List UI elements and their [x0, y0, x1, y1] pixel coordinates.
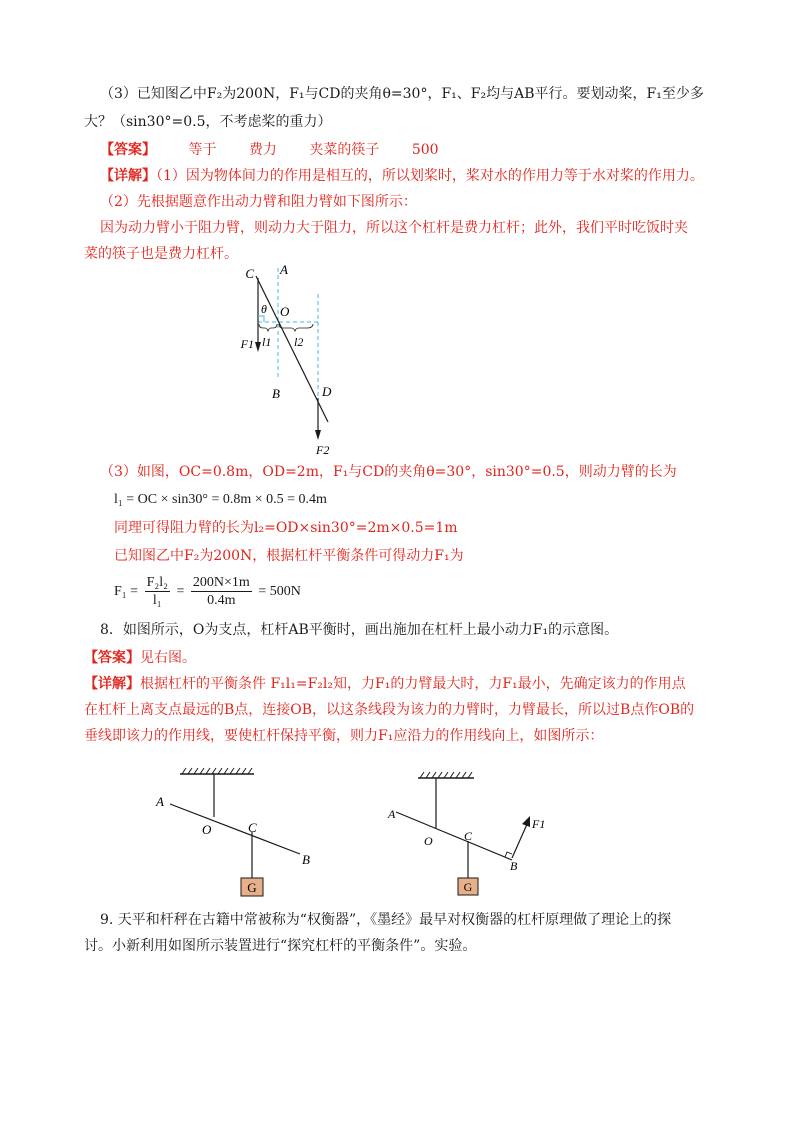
lever-figure-left: [150, 760, 330, 900]
q7-calc-f1: [114, 574, 301, 610]
answer-tag: 【答案】: [100, 142, 156, 158]
ceiling-hatch: [420, 772, 472, 778]
label-b: B: [510, 859, 518, 873]
label-c: C: [464, 829, 473, 843]
lever-ab: [396, 812, 512, 860]
label-a: A: [280, 262, 288, 277]
brace-l2: [279, 324, 313, 331]
f1-result: = 500N: [258, 584, 301, 599]
ceiling-hatch: [182, 768, 252, 774]
f1-arrow: [512, 822, 528, 858]
q8-detail-row: [84, 674, 686, 694]
label-g: G: [247, 880, 257, 895]
q8-detail-line1: 根据杠杆的平衡条件 F₁l₁=F₂l₂知，力F₁的力臂最大时，力F₁最小，先确定该力的作用点: [140, 676, 686, 692]
q8-question: 8．如图所示，O为支点，杠杆AB平衡时，画出施加在杠杆上最小动力F₁的示意图。: [100, 622, 619, 638]
label-o: O: [202, 822, 212, 837]
label-a: A: [156, 794, 164, 809]
oar-lever-figure: [230, 258, 350, 458]
answer-4: 500: [411, 142, 439, 158]
label-f1: F1: [532, 817, 546, 831]
q7-detail1-row: [100, 166, 704, 186]
f2-arrowhead: [315, 430, 321, 440]
brace-l1: [259, 324, 277, 331]
label-c: C: [248, 820, 257, 835]
label-d: D: [322, 384, 332, 399]
q7-calc-intro: （3）如图，OC=0.8m，OD=2m，F₁与CD的夹角θ=30°，sin30°=0.5，则动力臂的长为: [100, 464, 677, 480]
fraction-2: [191, 574, 252, 609]
label-o: O: [424, 834, 433, 848]
fraction-2-den: 0.4m: [207, 593, 236, 609]
oar-cd: [256, 276, 328, 422]
f1-arrowhead: [522, 816, 530, 827]
q8-detail-line3: 垂线即该力的作用线，要使杠杆保持平衡，则力F₁应沿力的作用线向上，如图所示：: [84, 728, 604, 744]
q8-answer-row: [84, 648, 196, 668]
q9-line2: 讨。小新利用如图所示装置进行“探究杠杆的平衡条件”。实验。: [84, 938, 477, 954]
q8-answer: 见右图。: [140, 650, 196, 666]
q7-detail2: （2）先根据题意作出动力臂和阻力臂如下图所示：: [100, 194, 417, 210]
q7-calc-f2: 已知图乙中F₂为200N，根据杠杆平衡条件可得动力F₁为: [114, 548, 464, 564]
lever-figure-right: [380, 770, 560, 900]
q7-detail3-line2: 菜的筷子也是费力杠杆。: [84, 246, 238, 262]
fraction-1-den: l₁: [152, 593, 162, 609]
fraction-1-num: F₂l₂: [146, 575, 168, 591]
q8-answer-tag: 【答案】: [84, 650, 140, 666]
equals-sign: =: [176, 584, 185, 599]
q8-detail-line2: 在杠杆上离支点最远的B点，连接OB，以这条线段为该力的力臂时，力臂最长，所以过B点作OB的: [84, 702, 695, 718]
f1-arrowhead: [255, 342, 261, 352]
label-f1: F1: [240, 337, 254, 351]
fraction-1: [145, 574, 170, 609]
q7-part3-line1: （3）已知图乙中F₂为200N，F₁与CD的夹角θ=30°，F₁、F₂均与AB平行。要划动桨，F₁至少多: [100, 86, 704, 102]
label-l1: l1: [262, 335, 272, 349]
q7-answer-row: [100, 140, 439, 160]
label-b: B: [302, 852, 310, 867]
q8-detail-tag: 【详解】: [84, 676, 140, 692]
label-a: A: [388, 807, 396, 821]
right-angle-mark: [258, 316, 264, 322]
detail-tag: 【详解】: [100, 168, 156, 184]
lever-ab: [170, 804, 300, 854]
label-c: C: [245, 266, 254, 281]
q7-calc-l2: 同理可得阻力臂的长为l₂=OD×sin30°=2m×0.5=1m: [114, 520, 458, 536]
q9-line1: 9. 天平和杆秤在古籍中常被称为“权衡器”，《墨经》最早对权衡器的杠杆原理做了理论上的探: [100, 912, 672, 928]
label-theta: θ: [261, 302, 267, 316]
q7-detail1: （1）因为物体间力的作用是相互的，所以划桨时，桨对水的作用力等于水对桨的作用力。: [156, 168, 704, 184]
answer-2: 费力: [248, 142, 277, 158]
q7-calc-l1: l₁ = OC × sin30° = 0.8m × 0.5 = 0.4m: [114, 492, 327, 507]
label-b: B: [272, 386, 280, 401]
label-o: O: [280, 304, 290, 319]
answer-1: 等于: [188, 142, 217, 158]
label-g: G: [463, 880, 473, 894]
fraction-2-num: 200N×1m: [192, 575, 250, 591]
answer-3: 夹菜的筷子: [309, 142, 380, 158]
label-f2: F2: [316, 443, 330, 457]
right-angle-mark: [505, 852, 512, 857]
label-l2: l2: [294, 335, 304, 349]
f1-lhs: F₁ =: [114, 584, 139, 599]
q7-detail3-line1: 因为动力臂小于阻力臂，则动力大于阻力，所以这个杠杆是费力杠杆；此外，我们平时吃饭时夹: [100, 220, 688, 236]
q7-part3-line2: 大？（sin30°=0.5，不考虑桨的重力）: [84, 114, 332, 130]
